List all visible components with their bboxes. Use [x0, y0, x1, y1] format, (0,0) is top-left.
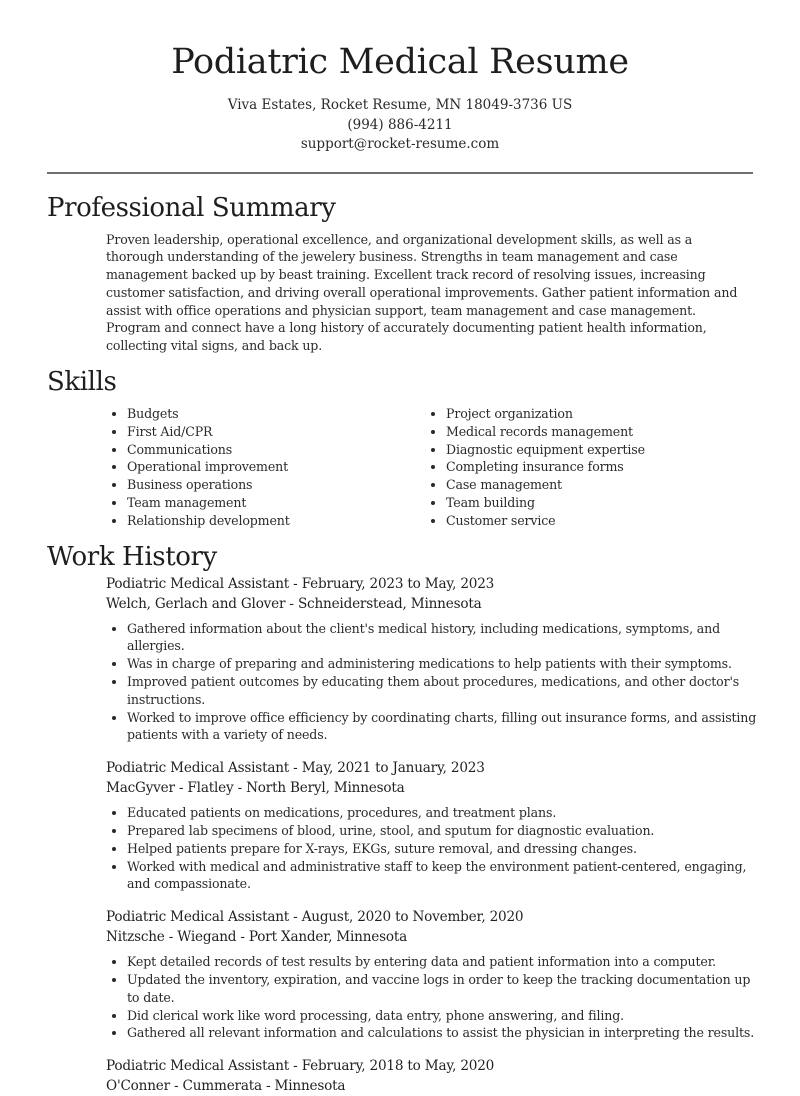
skill-item: • First Aid/CPR — [127, 423, 425, 441]
job-bullet: • Worked with medical and administrative staff to keep the environment patient-centered, engaging, and compassionate. — [127, 858, 760, 894]
job-entry — [106, 574, 760, 745]
resume-header — [0, 0, 800, 155]
job-title-dates: Podiatric Medical Assistant - February, 2018 to May, 2020 — [106, 1058, 495, 1075]
job-bullet: • Prepared lab specimens of blood, urine, stool, and sputum for diagnostic evaluation. — [127, 822, 760, 840]
skill-item: • Medical records management — [446, 423, 744, 441]
job-bullet: • Helped patients prepare for X-rays, EKGs, suture removal, and dressing changes. — [127, 840, 760, 858]
contact-address: Viva Estates, Rocket Resume, MN 18049-3736 US — [227, 97, 573, 113]
job-entry — [106, 1056, 760, 1096]
job-bullet: • Gathered all relevant information and calculations to assist the physician in interpreting the results. — [127, 1024, 760, 1042]
job-bullet: • Worked to improve office efficiency by coordinating charts, filling out insurance forms, and assisting patients with a variety of needs. — [127, 709, 760, 745]
skill-item: • Operational improvement — [127, 458, 425, 476]
section-title-skills: Skills — [47, 367, 117, 398]
job-bullet: • Educated patients on medications, procedures, and treatment plans. — [127, 804, 760, 822]
skill-item: • Communications — [127, 441, 425, 459]
job-bullets — [106, 953, 760, 1042]
job-company-location: Nitzsche - Wiegand - Port Xander, Minnesota — [106, 929, 408, 946]
skill-item: • Budgets — [127, 405, 425, 423]
skill-item: • Case management — [446, 476, 744, 494]
contact-email: support@rocket-resume.com — [300, 136, 500, 152]
skill-item: • Team building — [446, 494, 744, 512]
job-bullet: • Updated the inventory, expiration, and vaccine logs in order to keep the tracking documentation up to date. — [127, 971, 760, 1007]
skill-item: • Customer service — [446, 512, 744, 530]
job-bullets — [106, 804, 760, 893]
job-title-dates: Podiatric Medical Assistant - May, 2021 to January, 2023 — [106, 760, 485, 777]
section-title-work-history: Work History — [47, 541, 217, 572]
skill-item: • Diagnostic equipment expertise — [446, 441, 744, 459]
skill-item: • Team management — [127, 494, 425, 512]
job-bullet: • Was in charge of preparing and administering medications to help patients with their symptoms. — [127, 655, 760, 673]
skills-list — [106, 405, 800, 530]
job-bullet: • Improved patient outcomes by educating them about procedures, medications, and other doctor's instructions. — [127, 673, 760, 709]
job-company-location: O'Conner - Cummerata - Minnesota — [106, 1078, 346, 1095]
summary-text: Proven leadership, operational excellence, and organizational development skills, as well as a thorough understanding of the jewelery business. Strengths in team management and case management backed up by beast training. Excellent track record of resolving issues, increasing customer satisfaction, and driving overall operational improvements. Gather patient information and assist with office operations and physician support, team management and case management. Program and connect have a long history of accurately documenting patient health information, collecting vital signs, and back up. — [106, 231, 738, 354]
skills-column-right — [425, 405, 744, 530]
job-bullet: • Kept detailed records of test results by entering data and patient information into a computer. — [127, 953, 760, 971]
skill-item: • Business operations — [127, 476, 425, 494]
resume-title: Podiatric Medical Resume — [171, 42, 629, 82]
skill-item: • Relationship development — [127, 512, 425, 530]
job-company-location: MacGyver - Flatley - North Beryl, Minnesota — [106, 780, 405, 797]
job-bullet: • Gathered information about the client's medical history, including medications, symptoms, and allergies. — [127, 620, 760, 656]
job-bullets — [106, 620, 760, 745]
job-entry — [106, 907, 760, 1042]
section-title-summary: Professional Summary — [47, 192, 336, 223]
header-divider — [47, 172, 753, 174]
job-bullet: • Did clerical work like word processing, data entry, phone answering, and filing. — [127, 1007, 760, 1025]
job-title-dates: Podiatric Medical Assistant - February, 2023 to May, 2023 — [106, 575, 495, 592]
skills-column-left — [106, 405, 425, 530]
job-company-location: Welch, Gerlach and Glover - Schneiderstead, Minnesota — [106, 595, 482, 612]
skill-item: • Completing insurance forms — [446, 458, 744, 476]
job-entry — [106, 758, 760, 893]
contact-info — [0, 96, 800, 155]
job-title-dates: Podiatric Medical Assistant - August, 2020 to November, 2020 — [106, 909, 524, 926]
skill-item: • Project organization — [446, 405, 744, 423]
contact-phone: (994) 886-4211 — [347, 116, 453, 133]
